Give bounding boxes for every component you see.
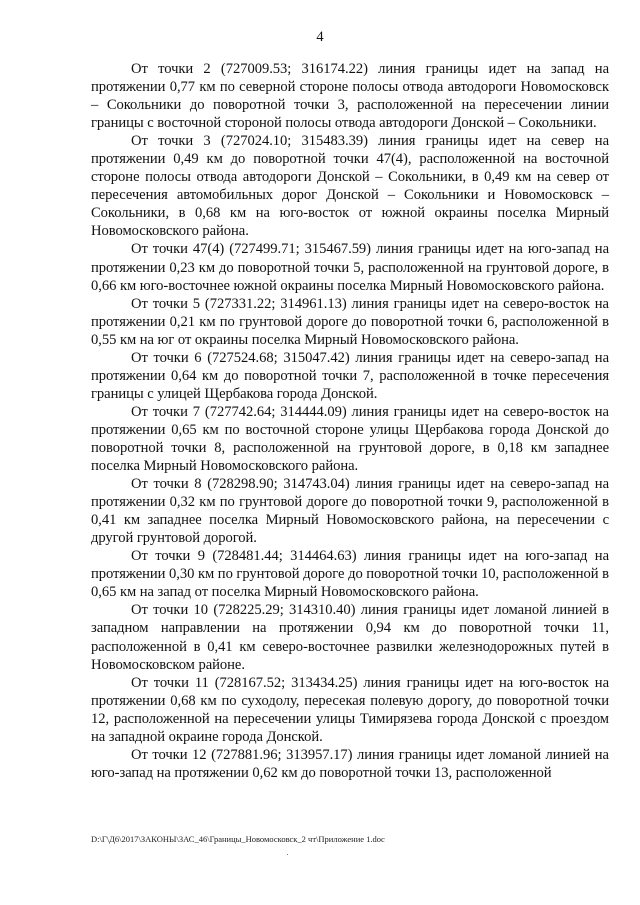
paragraph-point-3: От точки 3 (727024.10; 315483.39) линия границы идет на север на протяжении 0,49 км до поворотной точки 47(4), расположенной на восточной стороне полосы отвода автодороги Донской – Сокольники, в 0,49 км на север от пересечения автомобильных дорог Донской – Сокольники и Новомосковск – Сокольники, в 0,68 км на юго-восток от южной окраины поселка Мирный Новомосковского района. — [91, 133, 609, 240]
document-body — [91, 60, 609, 782]
paragraph-point-7: От точки 7 (727742.64; 314444.09) линия границы идет на северо-восток на протяжении 0,65 км по восточной стороне улицы Щербакова города Донской до поворотной точки 8, расположенной на грунтовой дороге, в 0,18 км западнее поселка Мирный Новомосковского района. — [91, 403, 609, 475]
paragraph-point-12: От точки 12 (727881.96; 313957.17) линия границы идет ломаной линией на юго-запад на протяжении 0,62 км до поворотной точки 13, расположенной — [91, 746, 609, 781]
paragraph-point-9: От точки 9 (728481.44; 314464.63) линия границы идет на юго-запад на протяжении 0,30 км по грунтовой дороге до поворотной точки 10, расположенной в 0,65 км на запад от поселка Мирный Новомосковского района. — [91, 548, 609, 601]
paragraph-point-47-4: От точки 47(4) (727499.71; 315467.59) линия границы идет на юго-запад на протяжении 0,23 км до поворотной точки 5, расположенной на грунтовой дороге, в 0,66 км юго-восточнее южной окраины поселка Мирный Новомосковского района. — [91, 241, 609, 294]
footer-file-path: D:\Г\Д6\2017\ЗАКОНЫ\ЗАС_46\Границы_Новомосковск_2 чт\Приложение 1.doc — [91, 834, 385, 844]
page-number: 4 — [316, 29, 324, 45]
paragraph-point-10: От точки 10 (728225.29; 314310.40) линия границы идет ломаной линией в западном направлении на протяжении 0,94 км до поворотной точки 11, расположенной в 0,41 км северо-восточнее развилки железнодорожных путей в Новомосковском районе. — [91, 602, 609, 673]
paragraph-point-2: От точки 2 (727009.53; 316174.22) линия границы идет на запад на протяжении 0,77 км по северной стороне полосы отвода автодороги Новомосковск – Сокольники до поворотной точки 3, расположенной на пересечении линии границы с восточной стороной полосы отвода автодороги Донской – Сокольники. — [91, 61, 609, 132]
scan-speck — [287, 854, 288, 855]
paragraph-point-8: От точки 8 (728298.90; 314743.04) линия границы идет на северо-запад на протяжении 0,32 км по грунтовой дороге до поворотной точки 9, расположенной в 0,41 км западнее поселка Мирный Новомосковского района, на пересечении с другой грунтовой дорогой. — [91, 476, 609, 547]
paragraph-point-6: От точки 6 (727524.68; 315047.42) линия границы идет на северо-запад на протяжении 0,64 км до поворотной точки 7, расположенной в точке пересечения границы с улицей Щербакова города Донской. — [91, 349, 609, 402]
paragraph-point-11: От точки 11 (728167.52; 313434.25) линия границы идет на юго-восток на протяжении 0,68 км по суходолу, пересекая полевую дорогу, до поворотной точки 12, расположенной на пересечении улицы Тимирязева города Донской с проездом на западной окраине города Донской. — [91, 674, 609, 745]
paragraph-point-5: От точки 5 (727331.22; 314961.13) линия границы идет на северо-восток на протяжении 0,21 км по грунтовой дороге до поворотной точки 6, расположенной в 0,55 км на юг от окраины поселка Мирный Новомосковского района. — [91, 295, 609, 348]
